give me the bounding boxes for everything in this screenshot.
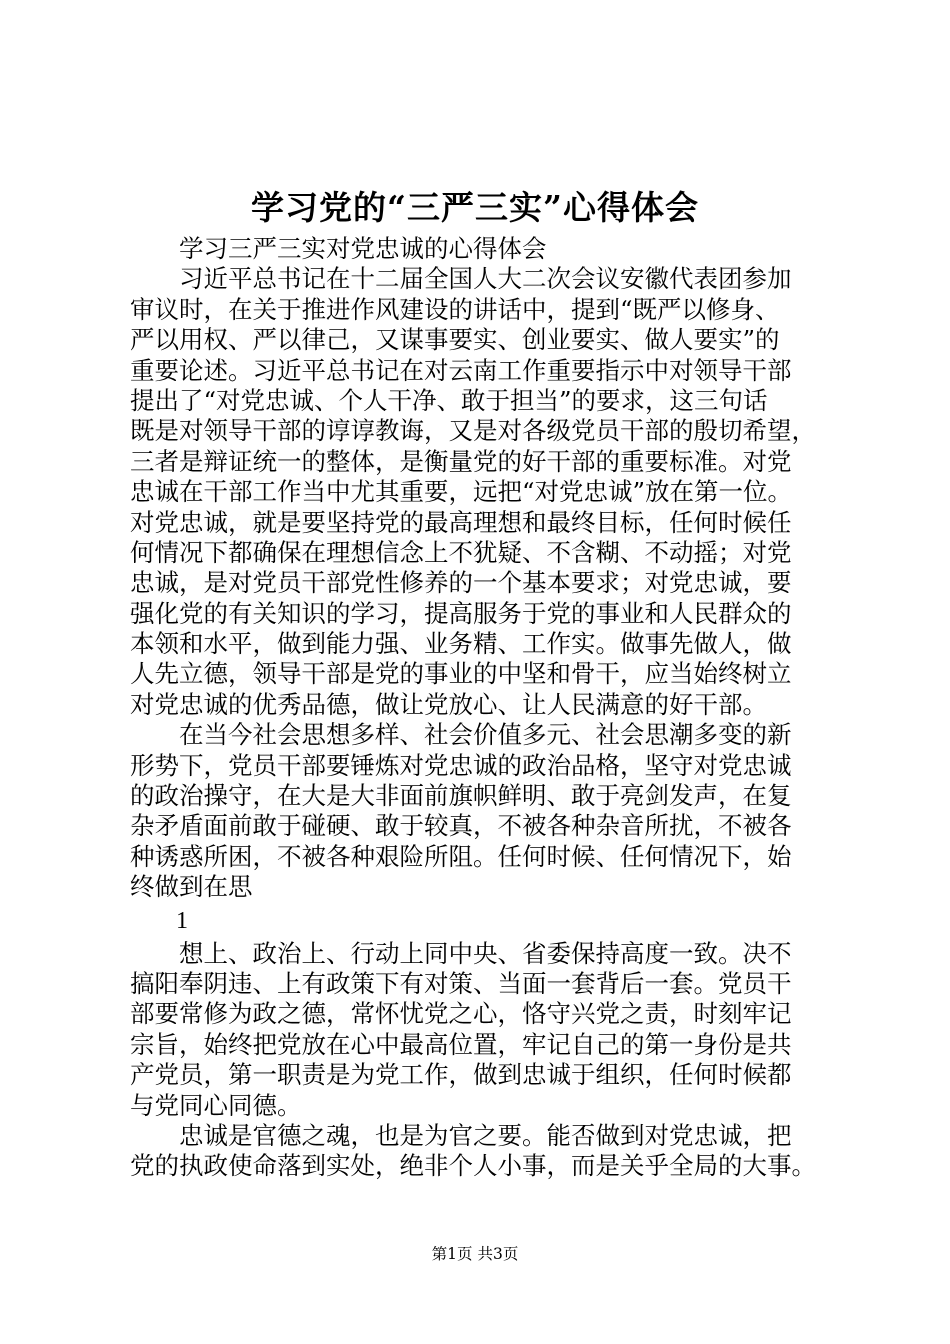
paragraph-4 bbox=[130, 1121, 830, 1182]
text-line: 三者是辩证统一的整体，是衡量党的好干部的重要标准。对党 bbox=[130, 446, 792, 476]
text-line: 与党同心同德。 bbox=[130, 1090, 302, 1120]
text-line: 本领和水平，做到能力强、业务精、工作实。做事先做人，做 bbox=[130, 629, 792, 659]
page-marker: 1 bbox=[176, 907, 188, 934]
text-line: 忠诚在干部工作当中尤其重要，远把“对党忠诚”放在第一位。 bbox=[130, 477, 793, 507]
text-line: 宗旨，始终把党放在心中最高位置，牢记自己的第一身份是共 bbox=[130, 1029, 792, 1059]
paragraph-2 bbox=[130, 720, 830, 902]
text-line: 严以用权、严以律己，又谋事要实、创业要实、做人要实”的 bbox=[130, 325, 780, 355]
text-line: 对党忠诚，就是要坚持党的最高理想和最终目标，任何时候任 bbox=[130, 507, 792, 537]
document-body bbox=[130, 234, 830, 1182]
text-line: 对党忠诚的优秀品德，做让党放心、让人民满意的好干部。 bbox=[130, 689, 767, 719]
text-line: 何情况下都确保在理想信念上不犹疑、不含糊、不动摇；对党 bbox=[130, 537, 792, 567]
text-line: 既是对领导干部的谆谆教诲，又是对各级党员干部的殷切希望， bbox=[130, 416, 816, 446]
text-line: 想上、政治上、行动上同中央、省委保持高度一致。决不 bbox=[179, 938, 792, 968]
paragraph-1 bbox=[130, 264, 830, 720]
text-line: 部要常修为政之德，常怀忧党之心，恪守兴党之责，时刻牢记 bbox=[130, 999, 792, 1029]
text-line: 提出了“对党忠诚、个人干净、敢于担当”的要求，这三句话 bbox=[130, 385, 768, 415]
text-line: 忠诚，是对党员干部党性修养的一个基本要求；对党忠诚，要 bbox=[130, 568, 792, 598]
text-line: 党的执政使命落到实处，绝非个人小事，而是关乎全局的大事。 bbox=[130, 1151, 816, 1181]
text-line: 强化党的有关知识的学习，提高服务于党的事业和人民群众的 bbox=[130, 598, 792, 628]
text-line: 搞阳奉阴违、上有政策下有对策、当面一套背后一套。党员干 bbox=[130, 968, 792, 998]
text-line: 重要论述。习近平总书记在对云南工作重要指示中对领导干部 bbox=[130, 355, 792, 385]
paragraph-3 bbox=[130, 939, 830, 1121]
text-line: 人先立德，领导干部是党的事业的中坚和骨干，应当始终树立 bbox=[130, 659, 792, 689]
text-line: 产党员，第一职责是为党工作，做到忠诚于组织，任何时候都 bbox=[130, 1060, 792, 1090]
page-footer: 第1页 共3页 bbox=[431, 1245, 519, 1263]
page-title: 学习党的“三严三实”心得体会 bbox=[251, 188, 699, 227]
text-line: 在当今社会思想多样、社会价值多元、社会思潮多变的新 bbox=[179, 720, 792, 750]
text-line: 忠诚是官德之魂，也是为官之要。能否做到对党忠诚，把 bbox=[179, 1120, 792, 1150]
text-line: 种诱惑所困，不被各种艰险所阻。任何时候、任何情况下，始 bbox=[130, 841, 792, 871]
text-line: 审议时，在关于推进作风建设的讲话中，提到“既严以修身、 bbox=[130, 294, 780, 324]
text-line: 杂矛盾面前敢于碰硬、敢于较真，不被各种杂音所扰，不被各 bbox=[130, 811, 792, 841]
text-line: 形势下，党员干部要锤炼对党忠诚的政治品格，坚守对党忠诚 bbox=[130, 750, 792, 780]
text-line: 终做到在思 bbox=[130, 872, 253, 902]
subtitle: 学习三严三实对党忠诚的心得体会 bbox=[179, 234, 547, 263]
text-line: 的政治操守，在大是大非面前旗帜鲜明、敢于亮剑发声，在复 bbox=[130, 781, 792, 811]
text-line: 习近平总书记在十二届全国人大二次会议安徽代表团参加 bbox=[179, 264, 792, 294]
